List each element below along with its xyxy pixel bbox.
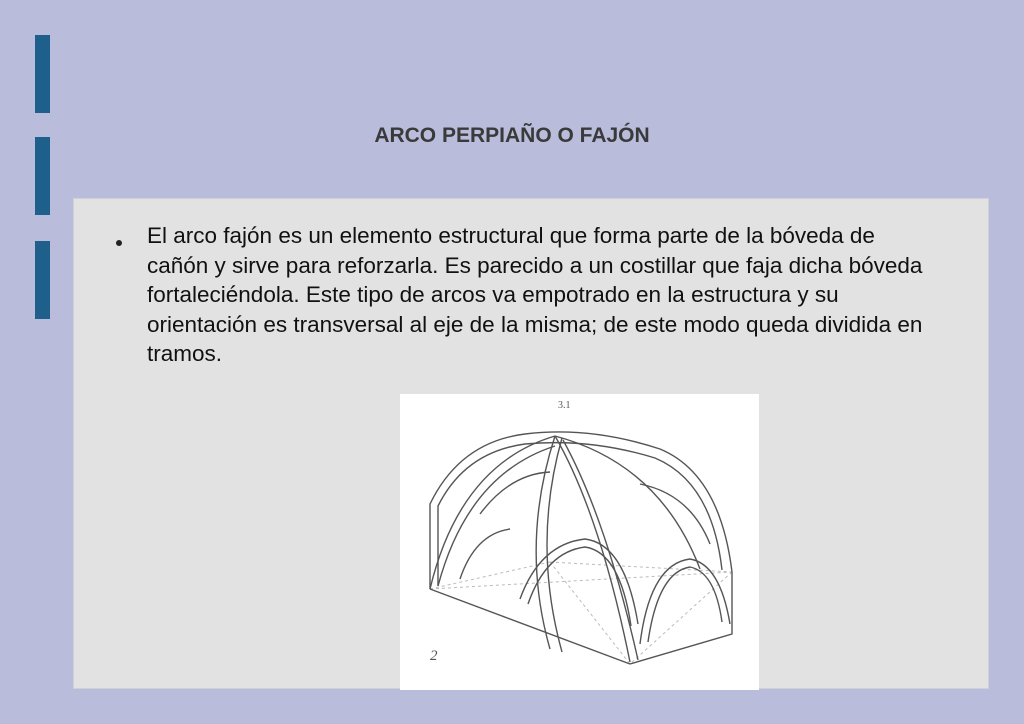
bullet-dot <box>116 240 122 246</box>
figure-number-top: 3.1 <box>558 400 571 411</box>
figure-number-bottom: 2 <box>430 648 438 664</box>
ribbed-vault-drawing <box>400 394 759 690</box>
accent-bar-top <box>35 35 50 113</box>
vault-illustration <box>400 394 759 690</box>
accent-bar-middle <box>35 137 50 215</box>
content-panel <box>73 198 989 689</box>
bullet-text: El arco fajón es un elemento estructural que forma parte de la bóveda de cañón y sirve para reforzarla. Es parecido a un costillar que faja dicha bóveda fortaleciéndola. Este tipo de arcos va empotrado en la estructura y su orientación es transversal al eje de la misma; de este modo queda dividida en tramos. <box>147 223 923 366</box>
accent-bar-bottom <box>35 241 50 319</box>
slide-title: ARCO PERPIAÑO O FAJÓN <box>374 124 650 147</box>
